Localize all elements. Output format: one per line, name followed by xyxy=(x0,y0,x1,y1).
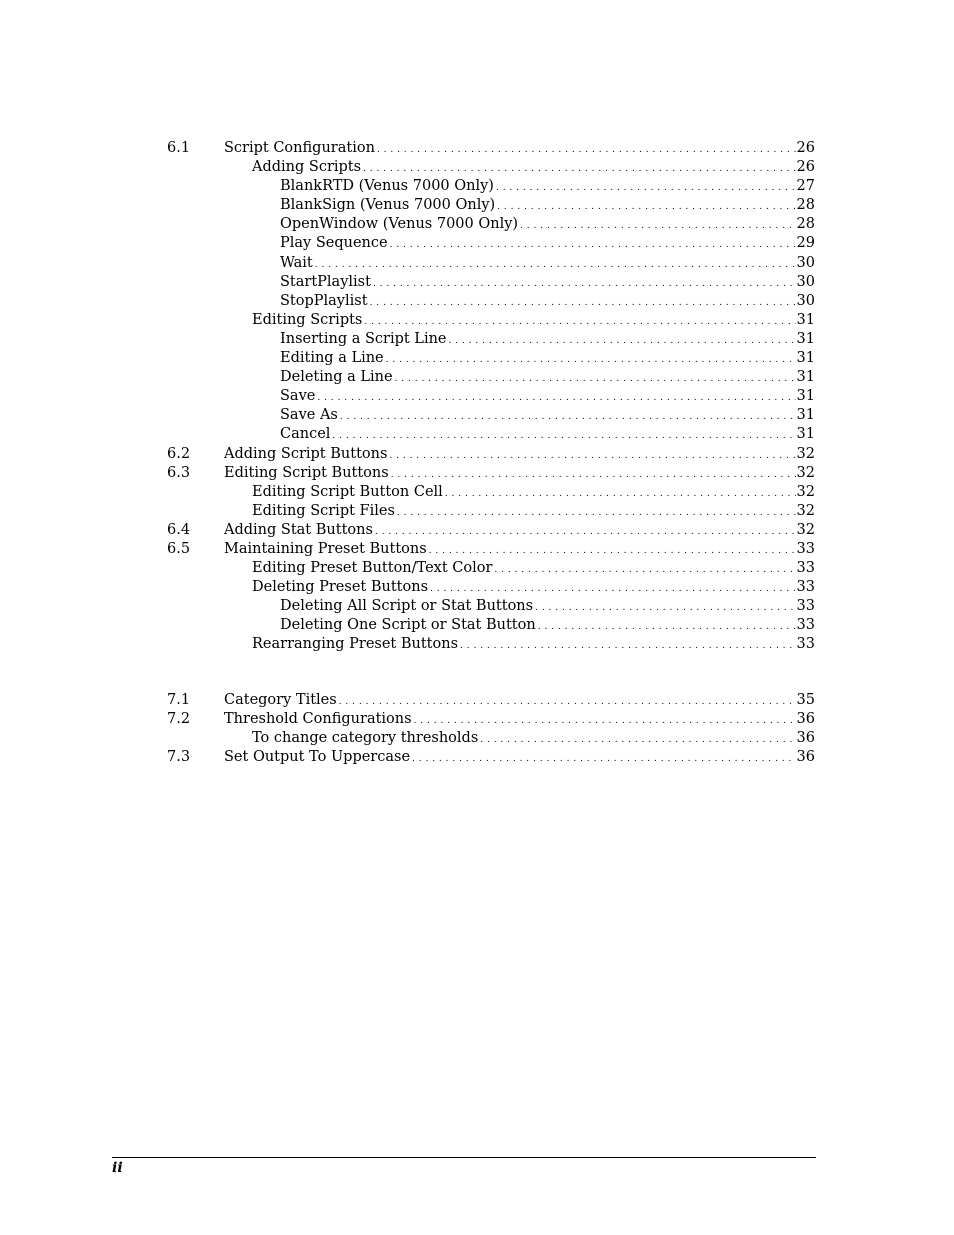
toc-entry-title: Threshold Configurations xyxy=(224,710,412,727)
toc-entry-title: Editing Scripts xyxy=(252,311,363,328)
toc-entry[interactable] xyxy=(167,425,815,444)
toc-dot-leader xyxy=(445,483,796,504)
toc-dot-leader xyxy=(375,521,796,542)
toc-entry[interactable] xyxy=(167,521,815,540)
toc-entry-title: Deleting One Script or Stat Button xyxy=(280,617,536,634)
toc-entry-title: Cancel xyxy=(280,426,331,443)
toc-entry-title: StopPlaylist xyxy=(280,292,368,309)
toc-entry-title: StartPlaylist xyxy=(280,273,371,290)
toc-entry-page: 32 xyxy=(796,445,815,462)
toc-dot-leader xyxy=(414,710,796,731)
toc-entry-title: Editing a Line xyxy=(280,350,384,367)
toc-entry-title: Editing Preset Button/Text Color xyxy=(252,560,493,577)
toc-entry-title: Category Titles xyxy=(224,691,337,708)
toc-entry-page: 33 xyxy=(796,540,815,557)
toc-dot-leader xyxy=(494,559,795,580)
toc-entry-number: 6.2 xyxy=(167,445,191,462)
toc-entry-title: Save As xyxy=(280,407,338,424)
toc-dot-leader xyxy=(429,540,796,561)
toc-entry-page: 32 xyxy=(796,483,815,500)
toc-dot-leader xyxy=(389,445,795,466)
toc-entry[interactable] xyxy=(167,254,815,273)
toc-dot-leader xyxy=(480,729,795,750)
toc-entry[interactable] xyxy=(167,311,815,330)
toc-entry-title: Save xyxy=(280,388,316,405)
toc-entry-page: 30 xyxy=(796,273,815,290)
toc-entry[interactable] xyxy=(167,483,815,502)
toc-entry-number: 7.1 xyxy=(167,691,191,708)
toc-dot-leader xyxy=(339,691,796,712)
toc-entry-page: 36 xyxy=(796,729,815,746)
toc-entry[interactable] xyxy=(167,406,815,425)
toc-entry-title: Adding Scripts xyxy=(252,159,362,176)
toc-dot-leader xyxy=(390,234,796,255)
toc-entry-title: Play Sequence xyxy=(280,235,388,252)
toc-dot-leader xyxy=(317,387,795,408)
toc-entry-number: 6.4 xyxy=(167,521,191,538)
footer-page-number: ii xyxy=(112,1160,123,1176)
table-of-contents xyxy=(167,139,815,767)
toc-dot-leader xyxy=(496,177,796,198)
toc-dot-leader xyxy=(460,635,796,656)
toc-entry-number: 6.3 xyxy=(167,464,191,481)
toc-entry[interactable] xyxy=(167,292,815,311)
toc-dot-leader xyxy=(397,502,796,523)
toc-dot-leader xyxy=(430,578,796,599)
toc-dot-leader xyxy=(395,368,796,389)
toc-dot-leader xyxy=(412,748,796,769)
toc-entry-page: 33 xyxy=(796,579,815,596)
toc-entry[interactable] xyxy=(167,597,815,616)
toc-group xyxy=(167,139,815,655)
toc-dot-leader xyxy=(449,330,796,351)
toc-entry[interactable] xyxy=(167,559,815,578)
toc-entry-title: BlankSign (Venus 7000 Only) xyxy=(280,197,496,214)
toc-entry[interactable] xyxy=(167,349,815,368)
toc-entry-title: BlankRTD (Venus 7000 Only) xyxy=(280,178,494,195)
toc-entry[interactable] xyxy=(167,464,815,483)
toc-entry-page: 31 xyxy=(796,426,815,443)
toc-entry-number: 6.1 xyxy=(167,140,191,156)
toc-entry-title: Rearranging Preset Buttons xyxy=(252,636,459,653)
toc-dot-leader xyxy=(520,215,795,236)
toc-entry[interactable] xyxy=(167,635,815,654)
toc-entry-page: 29 xyxy=(796,235,815,252)
toc-entry[interactable] xyxy=(167,330,815,349)
toc-entry-title: Adding Script Buttons xyxy=(224,445,388,462)
toc-entry[interactable] xyxy=(167,139,815,158)
toc-dot-leader xyxy=(332,425,795,446)
toc-group xyxy=(167,691,815,767)
toc-entry-title: Script Configuration xyxy=(224,140,375,156)
toc-entry-title: Editing Script Button Cell xyxy=(252,483,443,500)
toc-entry-page: 31 xyxy=(796,330,815,347)
toc-dot-leader xyxy=(363,158,795,179)
toc-entry-page: 31 xyxy=(796,407,815,424)
toc-entry-number: 7.3 xyxy=(167,748,191,765)
toc-entry[interactable] xyxy=(167,710,815,729)
toc-entry-title: Deleting Preset Buttons xyxy=(252,579,429,596)
toc-entry-page: 26 xyxy=(796,140,815,156)
toc-entry-page: 32 xyxy=(796,502,815,519)
toc-entry[interactable] xyxy=(167,196,815,215)
toc-entry-page: 33 xyxy=(796,560,815,577)
toc-entry[interactable] xyxy=(167,387,815,406)
toc-entry[interactable] xyxy=(167,368,815,387)
toc-entry-page: 28 xyxy=(796,216,815,233)
toc-entry-page: 33 xyxy=(796,636,815,653)
toc-entry-page: 31 xyxy=(796,311,815,328)
toc-entry-title: Editing Script Buttons xyxy=(224,464,389,481)
toc-dot-leader xyxy=(364,311,795,332)
toc-entry[interactable] xyxy=(167,748,815,767)
toc-dot-leader xyxy=(535,597,795,618)
toc-entry-title: Editing Script Files xyxy=(252,502,395,519)
toc-entry[interactable] xyxy=(167,445,815,464)
toc-entry-page: 31 xyxy=(796,350,815,367)
toc-dot-leader xyxy=(377,139,796,160)
toc-entry-title: Set Output To Uppercase xyxy=(224,748,411,765)
toc-entry-title: Wait xyxy=(280,254,313,271)
toc-entry-page: 33 xyxy=(796,598,815,615)
toc-dot-leader xyxy=(497,196,795,217)
toc-entry-title: Deleting All Script or Stat Buttons xyxy=(280,598,534,615)
toc-entry-title: Inserting a Script Line xyxy=(280,330,447,347)
toc-dot-leader xyxy=(370,292,796,313)
toc-entry[interactable] xyxy=(167,234,815,253)
toc-dot-leader xyxy=(340,406,796,427)
toc-entry-page: 32 xyxy=(796,521,815,538)
toc-entry-page: 27 xyxy=(796,178,815,195)
toc-dot-leader xyxy=(538,616,796,637)
toc-entry-page: 32 xyxy=(796,464,815,481)
toc-entry-page: 31 xyxy=(796,369,815,386)
toc-entry-page: 31 xyxy=(796,388,815,405)
toc-dot-leader xyxy=(373,273,796,294)
toc-entry-title: To change category thresholds xyxy=(252,729,479,746)
toc-entry[interactable] xyxy=(167,540,815,559)
toc-entry[interactable] xyxy=(167,502,815,521)
toc-dot-leader xyxy=(391,464,796,485)
toc-entry-page: 35 xyxy=(796,691,815,708)
toc-entry[interactable] xyxy=(167,273,815,292)
toc-entry-number: 6.5 xyxy=(167,540,191,557)
toc-entry-page: 28 xyxy=(796,197,815,214)
toc-dot-leader xyxy=(315,254,796,275)
toc-entry-page: 33 xyxy=(796,617,815,634)
toc-entry[interactable] xyxy=(167,158,815,177)
toc-entry-page: 30 xyxy=(796,292,815,309)
footer-divider xyxy=(112,1157,816,1158)
toc-entry[interactable] xyxy=(167,616,815,635)
toc-entry-page: 30 xyxy=(796,254,815,271)
toc-entry-page: 36 xyxy=(796,710,815,727)
toc-entry[interactable] xyxy=(167,177,815,196)
toc-entry-title: Deleting a Line xyxy=(280,369,393,386)
toc-entry[interactable] xyxy=(167,215,815,234)
toc-dot-leader xyxy=(386,349,796,370)
toc-entry-title: Maintaining Preset Buttons xyxy=(224,540,427,557)
toc-entry-title: OpenWindow (Venus 7000 Only) xyxy=(280,216,519,233)
toc-entry-page: 26 xyxy=(796,159,815,176)
toc-entry[interactable] xyxy=(167,691,815,710)
toc-entry[interactable] xyxy=(167,578,815,597)
toc-entry-title: Adding Stat Buttons xyxy=(224,521,373,538)
toc-entry-page: 36 xyxy=(796,748,815,765)
toc-entry-number: 7.2 xyxy=(167,710,191,727)
toc-entry[interactable] xyxy=(167,729,815,748)
